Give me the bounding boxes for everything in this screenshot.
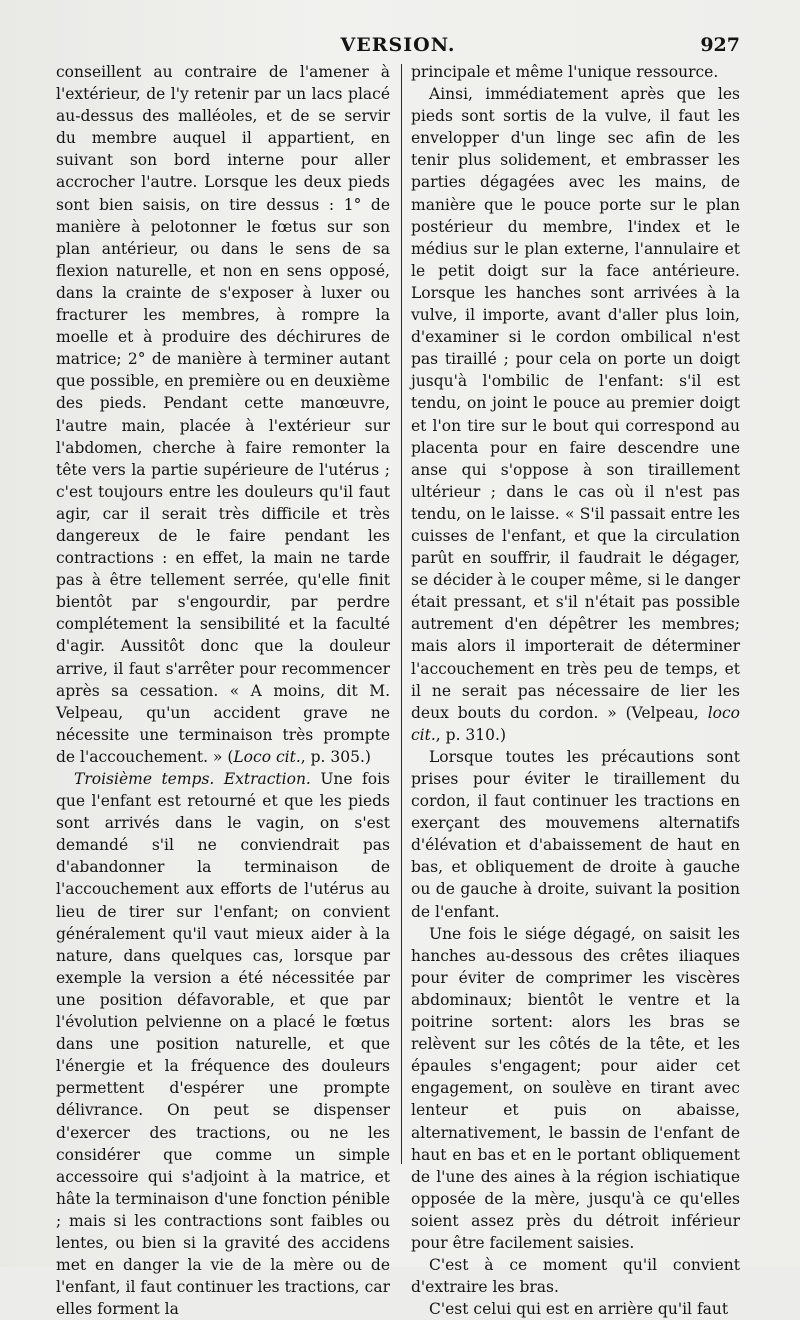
citation-loco-cit-right: loco cit. (411, 703, 740, 744)
left-paragraph-1-end: , p. 305.) (300, 747, 371, 766)
right-paragraph-2 (411, 83, 740, 746)
left-paragraph-1-text: conseillent au contraire de l'amener à l'extérieur, de l'y retenir par un lacs placé au-dessus des malléoles, et de se servir du membre auquel il appartient, en suivant son bord interne pour aller accrocher l'autre. Lorsque les deux pieds sont bien saisis, on tire dessus : 1° de manière à pelotonner le fœtus sur son plan antérieur, ou dans le sens de sa flexion naturelle, et non en sens opposé, dans la crainte de s'exposer à luxer ou fracturer les membres, à rompre la moelle et à produire des déchirures de matrice; 2° de manière à terminer autant que possible, en première ou en deuxième des pieds. Pendant cette manœuvre, l'autre main, placée à l'extérieur sur l'abdomen, cherche à faire remonter la tête vers la partie supérieure de l'utérus ; c'est toujours entre les douleurs qu'il faut agir, car il serait très difficile et très dangereux de le faire pendant les contractions : en effet, la main ne tarde pas à être tellement serrée, qu'elle finit bientôt par s'engourdir, par perdre complétement la sensibilité et la faculté d'agir. Aussitôt donc que la douleur arrive, il faut s'arrêter pour recommencer après sa cessation. « A moins, dit M. Velpeau, qu'un accident grave ne nécessite une terminaison très prompte de l'accouchement. » ( (56, 63, 390, 766)
left-column (56, 61, 390, 1320)
left-paragraph-2-text: Une fois que l'enfant est retourné et que les pieds sont arrivés dans le vagin, on s'est demandé s'il ne conviendrait pas d'abandonner la terminaison de l'accouchement aux efforts de l'utérus au lieu de tirer sur l'enfant; on convient généralement qu'il vaut mieux aider à la nature, dans quelques cas, lorsque par exemple la version a été nécessitée par une position défavorable, et que par l'évolution pelvienne on a placé le fœtus dans une position naturelle, et que l'énergie et la fréquence des douleurs permettent d'espérer une prompte délivrance. On peut se dispenser d'exercer des tractions, ou ne les considérer que comme un simple accessoire qui s'adjoint à la matrice, et hâte la terminaison d'une fonction pénible ; mais si les contractions sont faibles ou lentes, ou bien si la gravité des accidens met en danger la vie de la mère ou de l'enfant, il faut continuer les tractions, car elles forment la (56, 770, 390, 1319)
right-column (411, 61, 740, 1320)
right-paragraph-6: C'est celui qui est en arrière qu'il faut (429, 1300, 729, 1319)
right-paragraph-2-text: Ainsi, immédiatement après que les pieds sont sortis de la vulve, il faut les envelopper d'un linge sec afin de les tenir plus solidement, et embrasser les parties dégagées avec les mains, de manière que le pouce porte sur le plan postérieur du membre, l'index et le médius sur le plan externe, l'annulaire et le petit doigt sur la face antérieure. Lorsque les hanches sont arrivées à la vulve, il importe, avant d'aller plus loin, d'examiner si le cordon ombilical n'est pas tiraillé ; pour cela on porte un doigt jusqu'à l'ombilic de l'enfant: s'il est tendu, on joint le pouce au premier doigt et l'on tire sur le bout qui correspond au placenta pour en faire descendre une anse qui s'oppose à son tiraillement ultérieur ; dans le cas où il n'est pas tendu, on le laisse. « S'il passait entre les cuisses de l'enfant, et que la circulation parût en souffrir, il faudrait le dégager, se décider à le couper même, si le danger était pressant, et s'il n'était pas possible autrement d'en dépêtrer les membres; mais alors il importerait de déterminer l'accouchement en très peu de temps, et il ne serait pas nécessaire de lier les deux bouts du cordon. » (Velpeau, (411, 85, 741, 722)
left-paragraph-1 (56, 61, 390, 768)
citation-loco-cit: Loco cit. (233, 747, 301, 766)
page-header (56, 34, 740, 64)
page-number: 927 (700, 34, 740, 56)
right-paragraph-3: Lorsque toutes les précautions sont prises pour éviter le tiraillement du cordon, il faut continuer les tractions en exerçant des mouvemens alternatifs d'élévation et d'abaissement de haut en bas, et obliquement de droite à gauche ou de gauche à droite, suivant la position de l'enfant. (411, 747, 740, 921)
right-paragraph-2-end: , p. 310.) (435, 725, 506, 744)
column-divider (401, 64, 402, 1164)
section-heading-extraction: Troisième temps. Extraction. (74, 770, 311, 788)
right-paragraph-4: Une fois le siége dégagé, on saisit les hanches au-dessous des crêtes iliaques pour éviter de comprimer les viscères abdominaux; bientôt le ventre et la poitrine sortent: alors les bras se relèvent sur les côtés de la tête, et les épaules s'engagent; pour aider cet engagement, on soulève en tirant avec lenteur et puis on abaisse, alternativement, le bassin de l'enfant de haut en bas et en le portant obliquement de l'une des aines à la région ischiatique opposée de la mère, jusqu'à ce qu'elles soient assez près du détroit inférieur pour être facilement saisies. (411, 924, 740, 1252)
left-paragraph-2 (56, 768, 390, 1320)
right-paragraph-5: C'est à ce moment qu'il convient d'extraire les bras. (411, 1256, 740, 1297)
running-head: VERSION. (340, 34, 456, 56)
right-paragraph-1: principale et même l'unique ressource. (411, 63, 719, 81)
